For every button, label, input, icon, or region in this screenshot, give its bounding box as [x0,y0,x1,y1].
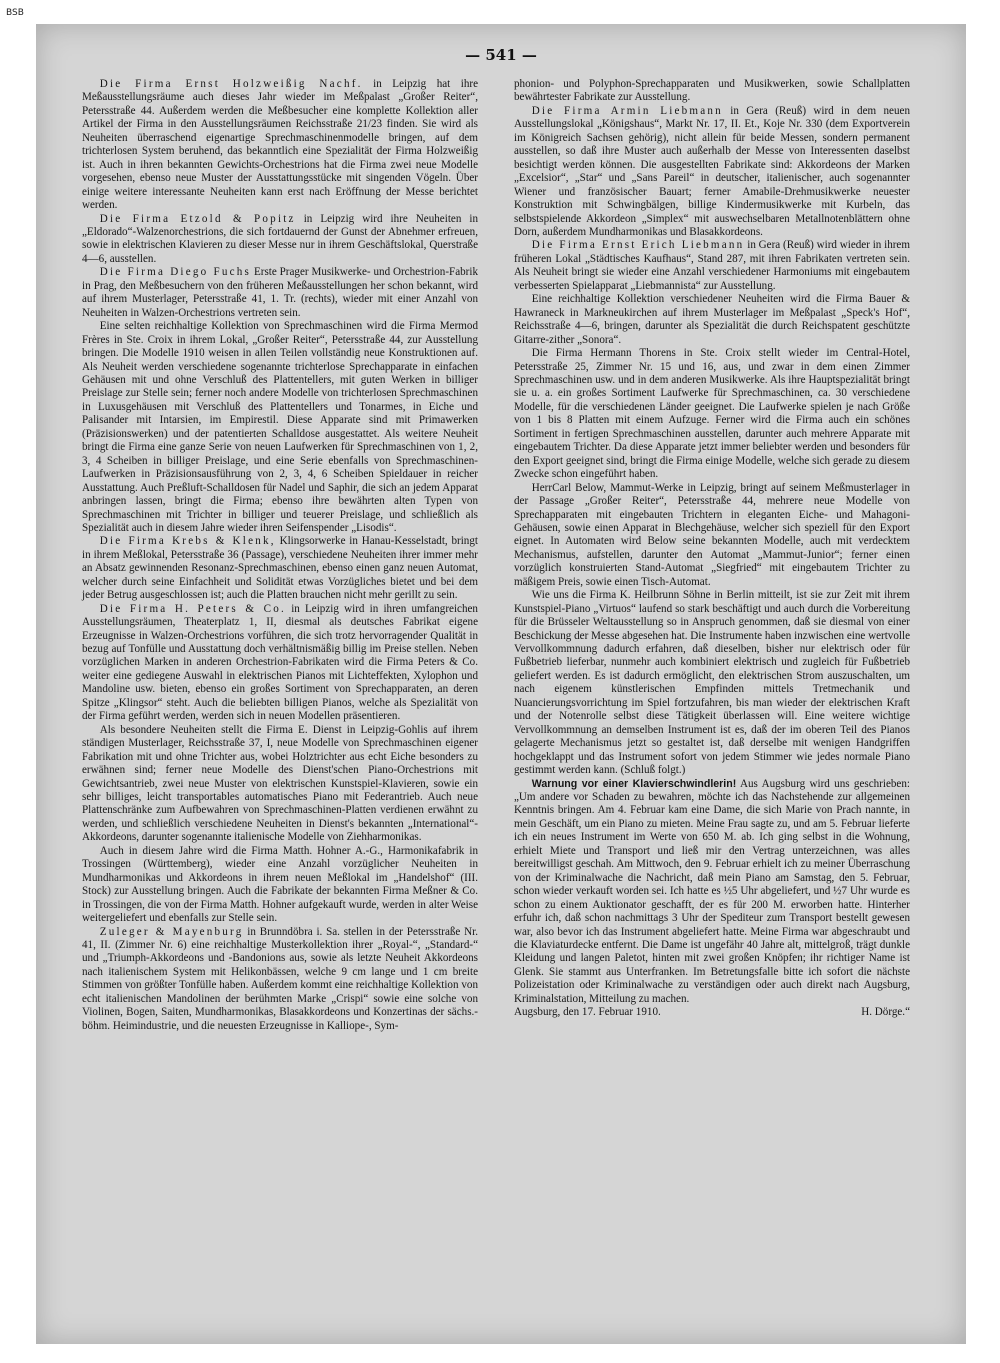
library-mark: BSB [6,8,24,18]
article-armin-liebmann: Die Firma Armin Liebmann in Gera (Reuß) wird in dem neuen Ausstellungslokal „Königshaus“, Markt Nr. 17, II. Et., Koje Nr. 330 (dem Exportverein im Königreich Sachsen gehörig), nicht allein für beide Messen, sondern permanent ausstellen, so daß ihre Muster auch außerhalb der Messe von Interessenten daselbst besichtigt werden können. Die ausgestellten Fabrikate sind: Akkordeons der Marken „Excelsior“, „Star“ und „Sans Pareil“ in deutscher, italienischer, auch sogenannter Wiener und französischer Bauart; ferner Amabile-Drehmusikwerke neuester Konstruktion mit Schwingbälgen, billige Kindermusikwerke mit Kurbeln, das selbstspielende Akkordeon „Simplex“ mit auswechselbaren Metallnotenblättern ohne Dorn, außerdem Mundharmonikas und Blasakkordeons. [514,104,910,238]
newspaper-page [36,24,966,1344]
article-peters: Die Firma H. Peters & Co. in Leipzig wird in ihren umfangreichen Ausstellungsräumen, Theaterplatz 1, II, diesmal als deutsches Fabrikat eigene Erzeugnisse in Walzen-Orchestrions vorführen, die sich trotz hervorragender Qualität in bezug auf Tonfülle und Ausstattung doch verhältnismäßig billig im Preise stellen. Neben vorzüglichen Marken in anderen Orchestrion-Fabrikaten wird die Firma Peters & Co. weiter eine gediegene Auswahl in elektrischen Pianos mit Lichteffekten, Xylophon und Mandoline usw. bieten, ebenso ein großes Sortiment von Sprechapparaten, an deren Spitze „Klingsor“ steht. Auch die beliebten billigen Pianos, welche als Spezialität von der Firma geführt werden, werden sich in neuen Modellen präsentieren. [82,602,478,723]
article-bauer-hawraneck: Eine reichhaltige Kollektion verschiedener Neuheiten wird die Firma Bauer & Hawraneck in Markneukirchen auf ihrem Musterlager im Meßpalast „Speck's Hof“, Reichsstraße 4—6, bringen, darunter als Spezialität die durch Reichspatent geschützte Gitarre-zither „Sonora“. [514,293,910,346]
letter-signature [514,1006,910,1019]
article-continuation: phonion- und Polyphon-Sprechapparaten und Musikwerken, sowie Schallplatten bewährtester Fabrikate zur Ausstellung. [514,78,910,104]
page-number: — 541 — [465,46,537,64]
warning-heading: Warnung vor einer Klavierschwindlerin! [531,777,737,790]
signature-name: H. Dörge.“ [861,1006,910,1019]
left-column [82,78,478,1033]
article-holzweissig: Die Firma Ernst Holzweißig Nachf. in Leipzig hat ihre Meßausstellungsräume auch dieses Jahr wieder im Meßpalast „Großer Reiter“, Petersstraße 44. Außerdem werden die Meßbesucher eine komplette Kollektion aller Artikel der Firma in den Ausstellungsräumen Reichsstraße 21/23 finden. Sie wird als Neuheiten überraschend eigenartige Sprechmaschinenmodelle bringen, auf dem trichterlosen System beruhend, das bekanntlich eine Spezialität der Firma Holzweißig ist. Auch in ihren bekannten Gewichts-Orchestrions hat die Firma zwei neue Modelle vorgesehen, ebenso neue Muster der Ausstattungsstücke mit singenden Vögeln. Über einige weitere interessante Neuheiten kann erst nach Eröffnung der Messe berichtet werden. [82,78,479,212]
article-warnung: Warnung vor einer Klavierschwindlerin! Aus Augsburg wird uns geschrieben: „Um andere vor Schaden zu bewahren, möchte ich das Nachstehende zur allgemeinen Kenntnis bringen. Am 4. Februar kam eine Dame, die sich Marie von Prach nannte, in mein Geschäft, um ein Piano zu mieten. Meine Frau sagte zu, und am 5. Februar lieferte ich ein neues Instrument im Werte von 650 M. ab. Ich ging selbst in die Wohnung, erhielt Miete und Transport und ließ mir den Vertrag unterzeichnen, was alles bereitwilligst geschah. Am Mittwoch, den 9. Februar erhielt ich zu meiner Überraschung von der Kriminalwache die Nachricht, daß mein Piano am Samstag, den 5. Februar, schon wieder verkauft worden sei. Ich hatte es ½5 Uhr abgeliefert, und ½7 Uhr wurde es schon zu einem Auktionator geschafft, der es für 200 M. erworben hatte. Hinterher erfuhr ich, daß schon nachmittags 3 Uhr der Spediteur zum Transport bestellt gewesen war, also bevor ich das Instrument abgeliefert hatte. Meine Firma war abgeschraubt und die Klaviaturdecke entfernt. Die Dame ist ungefähr 40 Jahre alt, mittelgroß, trägt dunkle Kleidung und langen Paletot, hinten mit zwei großen Knöpfen; ihr richtiger Name ist Glenk. Sie stammt aus Unterfranken. Im Betretungsfalle bitte ich sofort die nächste Polizeistation oder Kriminalwache zu verständigen oder auch direkt nach Augsburg, Kriminalstation, Mitteilung zu machen. [514,777,910,1005]
article-carl-below: HerrCarl Below, Mammut-Werke in Leipzig, bringt auf seinem Meßmusterlager in der Passage „Großer Reiter“, Petersstraße 44, mehrere neue Modelle von Sprechapparaten mit eingebauten Trichtern in eleganten Eiche- und Mahagoni-Gehäusen, sowie einen Apparat in Blechgehäuse, welcher sich speziell für den Export eignet. In Automaten wird Below seine bekannten Modelle, auch mit verdecktem Mechanismus, aufstellen, darunter den Automat „Mammut-Junior“; ferner einen vorzüglich konstruierten Stand-Automat „Siegfried“ mit eingebautem Trichter zu mäßigem Preis, sowie einen Tisch-Automat. [514,481,910,588]
article-hohner: Auch in diesem Jahre wird die Firma Matth. Hohner A.-G., Harmonikafabrik in Trossingen (Württemberg), wieder eine Anzahl vorzüglicher Neuheiten in Mundharmonikas und Akkordeons in ihrem neuen Meßlokal im „Handelshof“ (III. Stock) zur Ausstellung bringen. Auch die Fabrikate der bekannten Firma Meßner & Co. in Trossingen, die von der Firma Matth. Hohner aufgekauft wurde, werden in alter Weise weitergeliefert und ebenfalls zur Stelle sein. [82,844,478,925]
article-heilbrunn: Wie uns die Firma K. Heilbrunn Söhne in Berlin mitteilt, ist sie zur Zeit mit ihrem Kunstspiel-Piano „Virtuos“ laufend so stark beschäftigt und auch durch die Vorbereitung für die Brüsseler Weltausstellung so in Anspruch genommen, daß sie diesmal von einer Beschickung der Messe abgesehen hat. Die Instrumente haben inzwischen eine wertvolle Vervollkommnung dadurch erfahren, daß dieselben, bisher nur elektrisch oder für Fußbetrieb lieferbar, nunmehr auch kombiniert elektrisch und zugleich für Fußbetrieb geliefert werden. Es ist dadurch ermöglicht, den elektrischen Strom auszuschalten, um nach eigenem künstlerischen Empfinden mittels Tretmechanik und Nuancierungsvorrichtung im Spiel fortzufahren, bis man wieder der elektrischen Kraft und der Notenrolle selbst diese Tätigkeit überlassen will. Eine weitere wichtige Vervollkommnung an demselben Instrument ist es, daß der im oberen Teil des Pianos gelagerte Mechanismus jetzt so gestaltet ist, daß derselbe mit wenigen Handgriffen hochgeklappt und das Instrument sofort von jedem Stimmer wie jedes normale Piano gestimmt werden kann. (Schluß folgt.) [514,589,910,777]
article-mermod-freres: Eine selten reichhaltige Kollektion von Sprechmaschinen wird die Firma Mermod Frères in Ste. Croix in ihrem Lokal, „Großer Reiter“, Petersstraße 44, zur Ausstellung bringen. Die Modelle 1910 weisen in allen Teilen vollständig neue Konstruktionen auf. Als Neuheit werden verschiedene sogenannte trichterlose Sprechapparate in einfachen Gehäusen mit und ohne Verschluß des Plattentellers, mit guten Werken in billiger Preislage zur Stelle sein; ferner noch andere Modelle von trichterlosen Sprechmaschinen in Luxusgehäusen mit Verschluß des Plattentellers und Tonarmes, in Eiche und Palisander mit Intarsien, im Empirestil. Diese Apparate sind mit Primawerken (Präzisionswerken) und der patentierten Schalldose ausgestattet. Als weitere Neuheit bringt die Firma eine ganze Serie von neuen Laufwerken für Sprechmaschinen von 1, 2, 3, 4 Scheiben in billiger Preislage, und eine Serie ebenfalls von Sprechmaschinen-Laufwerken in Präzisionsausführung von 2, 3, 4, 6 Scheiben Spieldauer in reicher Ausstattung. Auch Preßluft-Schalldosen für Nadel und Saphir, die sich an jedem Apparat anbringen lassen, bringt die Firma; ebenso ihre bewährten alten Typen von Sprechmaschinen mit Trichter in billiger und teuerer Preislage, und schließlich als Spezialität auch in diesem Jahre wieder ihren Seifenspender „Lisodis“. [82,320,478,534]
article-krebs-klenk: Die Firma Krebs & Klenk, Klingsorwerke in Hanau-Kesselstadt, bringt in ihrem Meßlokal, Petersstraße 36 (Passage), verschiedene Neuheiten ihrer immer mehr an Absatz gewinnenden Resonanz-Sprechmaschinen, ebenso einen ganz neuen Automat, welcher durch seine Einfachheit und Solidität etwas Vorzügliches bietet und bei dem jeder Betrug ausgeschlossen ist; auch die Platten brauchen nicht mehr gerillt zu sein. [82,535,478,602]
article-etzold-popitz: Die Firma Etzold & Popitz in Leipzig wird ihre Neuheiten in „Eldorado“-Walzenorchestrions, die sich fortdauernd der Gunst der Abnehmer erfreuen, sowie in elektrischen Klavieren zu dieser Messe nur in ihrem Geschäftslokal, Querstraße 4—6, ausstellen. [82,212,478,265]
right-column [514,78,910,1020]
signature-place-date: Augsburg, den 17. Februar 1910. [514,1006,661,1019]
article-zuleger-mayenburg: Zuleger & Mayenburg in Brunndöbra i. Sa. stellen in der Petersstraße Nr. 41, II. (Zimmer Nr. 6) eine reichhaltige Musterkollektion ihrer „Royal-“, „Standard-“ und „Triumph-Akkordeons und -Bandonions aus, sowie als letzte Neuheit Akkordeons nach italienischem System mit Helikonbässen, welche 9 cm lange und 1 cm breite Stimmen von größter Tonfülle haben. Außerdem kommt eine reichhaltige Kollektion von echt italienischen Mandolinen der berühmten Marke „Crispi“ sowie eine solche von Violinen, Bogen, Saiten, Mundharmonikas, Blasakkordeons und Konzertinas der sächs.-böhm. Heimindustrie, und die neuesten Erzeugnisse in Kalliope-, Sym- [82,925,478,1032]
article-diego-fuchs: Die Firma Diego Fuchs Erste Prager Musikwerke- und Orchestrion-Fabrik in Prag, den Meßbesuchern von den früheren Meßausstellungen her schon bekannt, wird auf ihrem Musterlager, Petersstraße 41, 1. Tr. (rechts), wieder mit einer Anzahl von Neuheiten in Walzen-Orchestrions vertreten sein. [82,266,479,319]
article-dienst: Als besondere Neuheiten stellt die Firma E. Dienst in Leipzig-Gohlis auf ihrem ständigen Musterlager, Reichsstraße 37, I, neue Modelle von Sprechmaschinen eigener Fabrikation mit und ohne Trichter aus, wobei Holztrichter aus echt Eiche besonders zu erwähnen sind; ferner neue Modelle des Dienst'schen Piano-Orchestrions mit Gewichtsantrieb, zwei neue Muster von elektrischen Kunstspiel-Klavieren, sowie ein sehr billiges, leicht transportables automatisches Piano mit Federantrieb. Auch neue Plattenschränke zum Aufbewahren von Sprechmaschinen-Platten verdienen erwähnt zu werden, und schließlich verschiedene Neuheiten in Dienst's bekannten „International“-Akkordeons, darunter sogenannte italienische Modelle von Ziehharmonikas. [82,723,478,844]
article-ernst-erich-liebmann: Die Firma Ernst Erich Liebmann in Gera (Reuß) wird wieder in ihrem früheren Lokal „Städtisches Kaufhaus“, Stand 287, mit ihren Fabrikaten vertreten sein. Als Neuheit bringt sie wieder eine Anzahl verschiedener Harmoniums mit eingebautem verbesserten Spielapparat „Liebmannista“ zur Ausstellung. [514,239,910,292]
article-thorens: Die Firma Hermann Thorens in Ste. Croix stellt wieder im Central-Hotel, Petersstraße 25, Zimmer Nr. 15 und 16, aus, und zwar in dem einen Zimmer Sprechmaschinen usw. und in dem anderen Musikwerke. Als ihre Hauptspezialität bringt sie u. a. ein großes Sortiment Laufwerke für Sprechmaschinen, ca. 30 verschiedene Modelle, für die verschiedenen Länder geeignet. Die Laufwerke spielen je nach Größe von 1 bis 8 Platten mit einem Aufzuge. Ferner wird die Firma auch ein schönes Sortiment in fertigen Sprechmaschinen ausstellen, darunter auch mehrere Apparate mit eingebautem Trichter. Da diese Apparate jetzt immer beliebter werden und besonders für den Export geeignet sind, bringt die Firma einige Modelle, welche sich gerade zu diesem Zwecke schon eingeführt haben. [514,347,910,481]
